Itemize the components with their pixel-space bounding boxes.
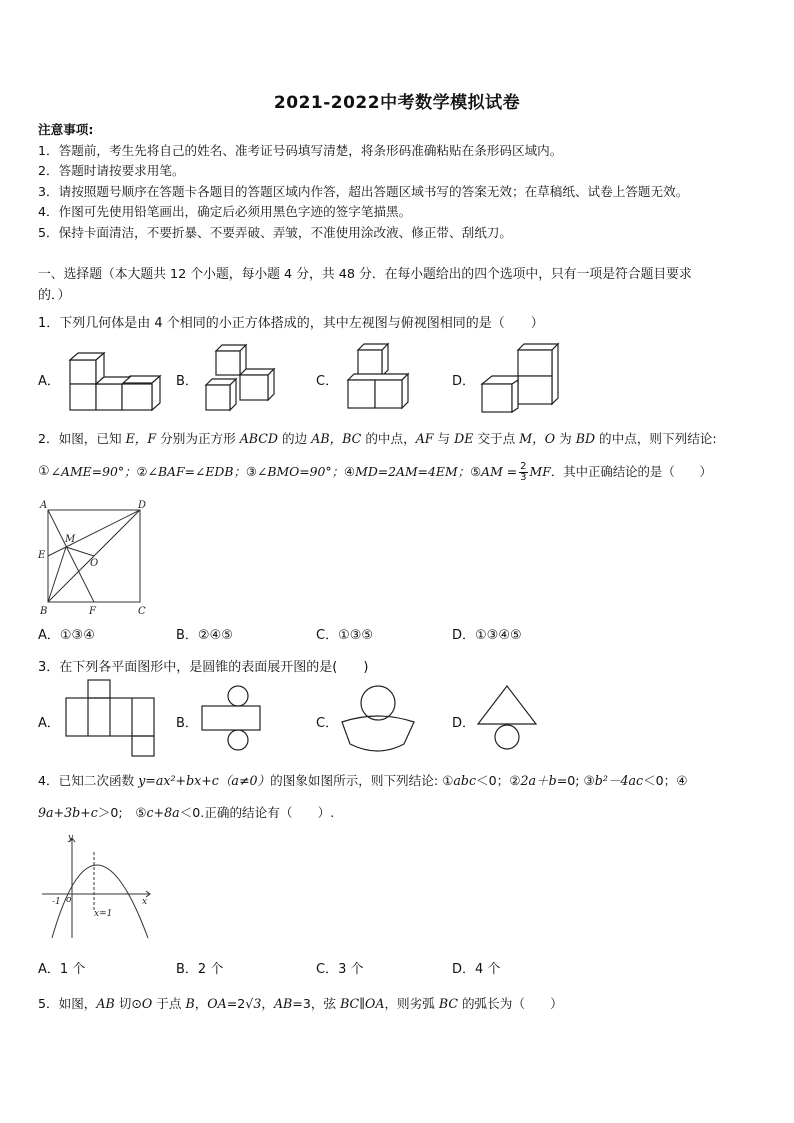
point-label-d: D	[138, 500, 147, 511]
notice-item: 3．请按照题号顺序在答题卡各题目的答题区域内作答，超出答题区域书写的答案无效；在草稿纸、试卷上答题无效。	[38, 183, 689, 199]
q4-stem-text: ＜0.正确的结论有（ ）.	[179, 805, 335, 820]
section-heading-line1: 一、选择题（本大题共 12 个小题，每小题 4 分，共 48 分．在每小题给出的四个选项中，只有一项是符合题目要求	[38, 267, 692, 282]
q3-option-a-label: A．	[38, 716, 60, 731]
q2-conclusion: MD=2AM=4EM；	[355, 464, 471, 479]
q4-stem-math: b²－4ac	[594, 773, 644, 788]
q2-conclusion: MF	[529, 464, 551, 479]
q2-stem-math: ABCD	[239, 431, 279, 446]
q2-stem-math: BD	[575, 431, 596, 446]
origin-label: o	[66, 895, 72, 905]
q5-stem-math: O	[141, 996, 153, 1011]
fraction-denominator: 3	[520, 472, 527, 483]
q2-stem-text: 与	[433, 431, 455, 446]
q1-option-a-label: A．	[38, 374, 60, 389]
circled-number: ③	[245, 464, 257, 479]
q4-option-c: C．3 个	[316, 962, 364, 977]
point-label-b: B	[40, 606, 48, 616]
point-label-f: F	[89, 606, 96, 616]
notice-item: 2．答题时请按要求用笔。	[38, 163, 185, 178]
q2-stem-text: 为	[555, 431, 576, 446]
q2-conclusion: ∠BAF=∠EDB；	[147, 464, 246, 479]
q3-option-a-figure	[62, 678, 162, 760]
circled-number: ①	[38, 464, 50, 479]
q5-stem-math: BC∥OA	[340, 996, 385, 1011]
q2-conclusion: ∠AME=90°；	[50, 464, 137, 479]
section-heading	[38, 264, 758, 306]
q3-option-d-figure	[474, 682, 540, 752]
q3-option-b-label: B．	[176, 716, 198, 731]
q5-stem-text: ，则劣弧	[384, 996, 439, 1011]
fraction-numerator: 2	[520, 461, 527, 472]
q2-option-c: C．①③⑤	[316, 628, 374, 643]
q1-option-d-figure	[478, 340, 564, 416]
axis-label-y: y	[68, 834, 74, 843]
question-1-stem: 1．下列几何体是由 4 个相同的小正方体搭成的，其中左视图与俯视图相同的是（ ）	[38, 316, 544, 331]
q4-parabola-figure	[38, 834, 156, 942]
question-4-stem	[38, 770, 688, 789]
q4-stem-text: =0; ③	[556, 773, 595, 788]
circled-number: ②	[136, 464, 148, 479]
q5-stem-text: 的弧长为（ ）	[457, 996, 563, 1011]
notice-block	[38, 120, 768, 243]
q5-stem-text: ，	[261, 996, 274, 1011]
q2-option-a: A．①③④	[38, 628, 95, 643]
q5-stem-math: AB	[273, 996, 293, 1011]
q2-option-d: D．①③④⑤	[452, 628, 522, 643]
q5-stem-math: OA	[207, 996, 227, 1011]
point-label-o: O	[90, 558, 99, 569]
fraction	[519, 462, 527, 483]
q1-option-c-label: C．	[316, 374, 339, 389]
question-2-conclusions	[38, 462, 712, 483]
circled-number: ④	[344, 464, 356, 479]
q5-stem-text: =2	[226, 996, 246, 1011]
q4-stem-math: c+8a	[146, 805, 180, 820]
q5-stem-math: AB	[96, 996, 115, 1011]
question-4-line2	[38, 802, 334, 821]
q5-stem-text: 5．如图，	[38, 996, 97, 1011]
q2-stem-text: 的边	[278, 431, 312, 446]
q2-stem-text: 交于点	[473, 431, 520, 446]
point-label-e: E	[38, 550, 46, 561]
question-2-stem	[38, 428, 717, 447]
q1-option-b-figure	[202, 342, 280, 414]
q1-option-a-figure	[66, 350, 166, 412]
q4-stem-math: 9a+3b+c	[38, 805, 98, 820]
q4-stem-text: ＞0; ⑤	[97, 805, 147, 820]
q4-option-d: D．4 个	[452, 962, 501, 977]
q1-option-c-figure	[344, 340, 414, 412]
q2-stem-text: 2．如图，已知	[38, 431, 126, 446]
symmetry-axis-label: x=1	[94, 909, 113, 919]
q5-stem-math: B	[185, 996, 195, 1011]
q5-stem-text: ，	[194, 996, 208, 1011]
q2-square-figure	[36, 498, 156, 616]
q1-option-d-label: D．	[452, 374, 476, 389]
axis-label-x: x	[142, 897, 148, 907]
q1-option-b-label: B．	[176, 374, 198, 389]
q5-stem-math: BC	[438, 996, 458, 1011]
q2-stem-text: 的中点，则下列结论:	[595, 431, 717, 446]
q4-stem-text: 4．已知二次函数	[38, 773, 139, 788]
section-heading-line2: 的．）	[38, 288, 71, 303]
point-label-a: A	[40, 500, 48, 511]
notice-heading: 注意事项:	[38, 122, 94, 137]
q2-stem-tail: ．其中正确结论的是（ ）	[550, 464, 712, 479]
q4-stem-text: ＜0；④	[643, 773, 688, 788]
tick-label-neg1: -1	[52, 897, 61, 907]
q2-stem-text: 的中点，	[361, 431, 416, 446]
q2-stem-math: M，O	[519, 431, 556, 446]
q4-stem-math: abc	[453, 773, 476, 788]
notice-item: 4．作图可先使用铅笔画出，确定后必须用黑色字迹的签字笔描黑。	[38, 204, 412, 219]
circled-number: ⑤	[470, 464, 482, 479]
point-label-m: M	[65, 534, 76, 545]
q2-stem-math: AB，BC	[311, 431, 362, 446]
q4-stem-text: ＜0；②	[476, 773, 521, 788]
q5-stem-text: 于点	[152, 996, 186, 1011]
q3-option-c-figure	[338, 684, 418, 754]
q3-option-d-label: D．	[452, 716, 476, 731]
q2-stem-text: 分别为正方形	[156, 431, 240, 446]
notice-item: 1．答题前，考生先将自己的姓名、准考证号码填写清楚，将条形码准确粘贴在条形码区域内。	[38, 142, 563, 158]
q4-option-b: B．2 个	[176, 962, 224, 977]
q2-option-b: B．②④⑤	[176, 628, 233, 643]
q3-option-b-figure	[198, 684, 264, 754]
q4-stem-text: 的图象如图所示，则下列结论: ①	[270, 773, 454, 788]
q4-option-a: A．1 个	[38, 962, 86, 977]
q5-stem-text: =3，弦	[292, 996, 341, 1011]
notice-item: 5．保持卡面清洁，不要折暴、不要弄破、弄皱，不准使用涂改液、修正带、刮纸刀。	[38, 224, 512, 240]
q2-stem-math: AF	[415, 431, 434, 446]
q5-stem-text: 切⊙	[114, 996, 142, 1011]
point-label-c: C	[138, 606, 146, 616]
q4-stem-math: 2a＋b	[520, 773, 557, 788]
q4-stem-math: y=ax²+bx+c（a≠0）	[138, 773, 271, 788]
q2-stem-math: E，F	[125, 431, 157, 446]
q5-sqrt: √3	[245, 996, 262, 1011]
q2-conclusion: ∠BMO=90°；	[256, 464, 345, 479]
page-title: 2021-2022中考数学模拟试卷	[273, 93, 521, 113]
q2-conclusion: AM =	[481, 464, 518, 479]
question-3-stem: 3．在下列各平面图形中，是圆锥的表面展开图的是( )	[38, 660, 369, 675]
question-5-stem	[38, 993, 563, 1012]
q3-option-c-label: C．	[316, 716, 339, 731]
q2-stem-math: DE	[454, 431, 474, 446]
